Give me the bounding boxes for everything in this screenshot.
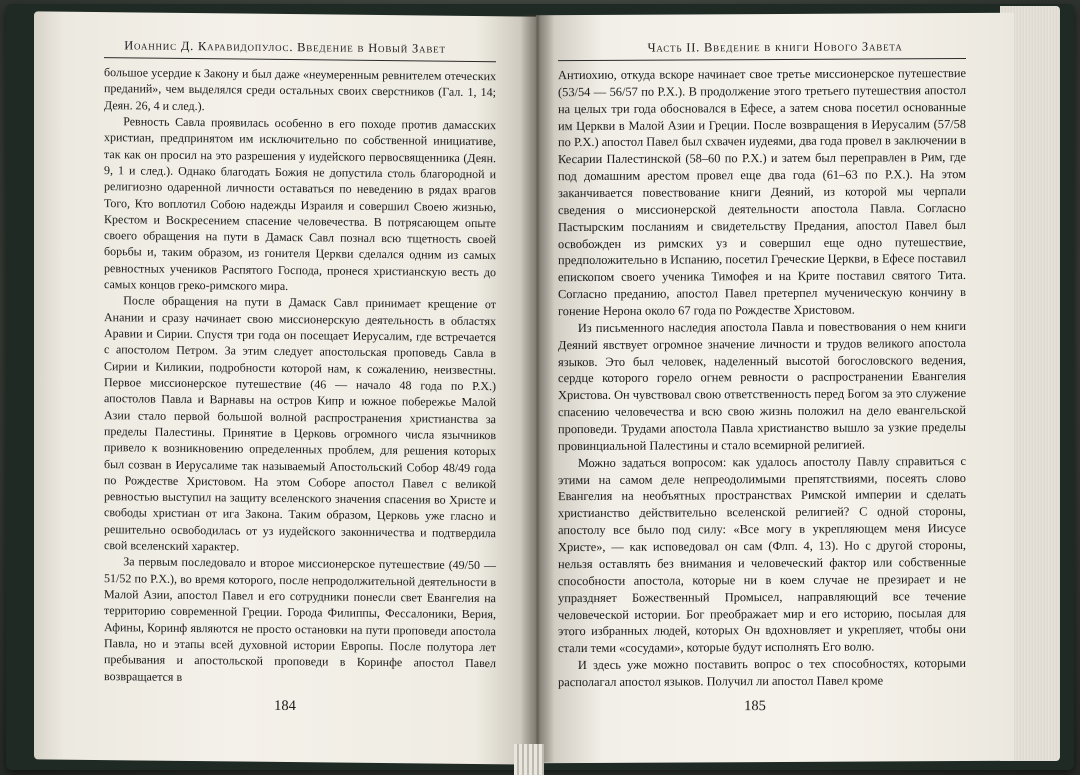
right-page-number: 185: [744, 698, 766, 715]
left-page: [34, 11, 536, 764]
right-running-head: Часть II. Введение в книги Нового Завета: [647, 39, 903, 55]
left-paragraph-4: За первым последовало и второе миссионерское путешествие (49/50 — 51/52 по Р.Х.), во время которого, после непродолжительной деятельности в Малой Азии, апостол Павел и его сотрудники понесли свет Евангелия на территорию современной Греции. Города Филиппы, Фессалоники, Верия, Афины, Коринф являются не просто остановки на пути проповеди апостола Павла, но и этапы всей духовной истории Европы. После полутора лет пребывания и апостольской проповеди в Коринфе апостол Павел возвращается в: [104, 554, 496, 684]
bookmark-ribbon: [514, 744, 544, 775]
right-head-rule: [558, 58, 966, 61]
right-paragraph-1: Антиохию, откуда вскоре начинает свое третье миссионерское путешествие (53/54 — 56/57 по Р.Х.). В продолжение этого третьего путешествия апостол на целых три года обосновался в Ефесе, а затем снова посетил основанные им Церкви в Малой Азии и Греции. После возвращения в Иерусалим (57/58 по Р.Х.) апостол Павел был схвачен иудеями, два года провел в заключении в Кесарии Палестинской (58–60 по Р.Х.) и затем был переправлен в Рим, где под домашним арестом провел еще два года (61–63 по Р.Х.). На этом заканчивается повествование книги Деяний, из которой мы черпали сведения о миссионерской деятельности апостола Павла. Согласно Пастырским посланиям и свидетельству Предания, апостол Павел был освобожден из римских уз и совершил еще одно путешествие, предположительно в Испанию, посетил Греческие Церкви, в Ефесе поставил епископом своего ученика Тимофея и на Крите поставил святого Тита. Согласно преданию, апостол Павел претерпел мученическую кончину в гонение Нерона около 67 года по Рождестве Христовом.: [558, 65, 966, 319]
left-paragraph-1: большое усердие к Закону и был даже «неумеренным ревнителем отеческих преданий», чем выделялся среди остальных своих сверстников (Гал. 1, 14; Деян. 26, 4 и след.).: [104, 65, 496, 113]
left-paragraph-3: После обращения на пути в Дамаск Савл принимает крещение от Анании и сразу начинает свою миссионерскую деятельность в областях Аравии и Сирии. Спустя три года он посещает Иерусалим, где встречается с апостолом Петром. За этим следует апостольская проповедь Савла в Сирии и Киликии, подробности которой нам, к сожалению, неизвестны. Первое миссионерское путешествие (46 — начало 48 года по Р.Х.) апостолов Павла и Варнавы на остров Кипр и южное побережье Малой Азии стало первой большой волной распространения христианства за пределы Палестины. Принятие в Церковь огромного числа язычников привело к возникновению определенных проблем, для решения которых был созван в Иерусалиме так называемый Апостольский Собор 48/49 года по Рождестве Христовом. На этом Соборе апостол Павел с великой ревностью выступил на защиту вселенского значения спасения во Христе и свободы христиан от ига Закона. Таким образом, Церковь уже гласно и решительно освободилась от уз иудейского законничества и подтвердила свой вселенский характер.: [104, 293, 496, 554]
right-paragraph-3: Можно задаться вопросом: как удалось апостолу Павлу справиться с этими на самом деле непреодолимыми препятствиями, посеять слово Евангелия на необъятных пространствах Римской империи и сделать христианство действительно вселенской религией? С одной стороны, апостолу все было под силу: «Все могу в укрепляющем меня Иисусе Христе», — как исповедовал он сам (Флп. 4, 13). Но с другой стороны, нельзя оставлять без внимания и человеческий фактор или собственные способности апостола, которые ни в коем случае не презирает и не упраздняет Божественный Промысел, направляющий все течение человеческой истории. Бог преображает мир и его историю, посылая для этого избранных людей, которых Он вдохновляет и укрепляет, чтобы они стали теми «сосудами», которые будут исполнять Его волю.: [558, 453, 966, 656]
right-page: [536, 13, 1014, 764]
right-paragraph-4: И здесь уже можно поставить вопрос о тех способностях, которыми располагал апостол языков. Получил ли апостол Павел кроме: [558, 656, 966, 690]
left-paragraph-2: Ревность Савла проявилась особенно в его походе против дамасских христиан, предпринятом им исключительно по собственной инициативе, так как он просил на это разрешения у иудейского первосвященника (Деян. 9, 1 и след.). Однако благодать Божия не допустила столь благородной и религиозно одаренной личности оставаться по неведению в рядах врагов Того, Кто воплотил Собою надежды Израиля и совершил Своею жизнью, Крестом и Воскресением спасение человечества. В потрясающем опыте своего обращения на пути в Дамаск Савл познал всю тщетность своей борьбы и, таким образом, из гонителя Церкви сделался одним из самых ревностных учеников Распятого Господа, пронеся христианскую весть до самых концов греко-римского мира.: [104, 114, 496, 294]
left-running-head: Иоаннис Д. Каравидопулос. Введение в Новый Завет: [124, 38, 446, 56]
left-head-rule: [104, 57, 496, 62]
left-body-text: [104, 64, 496, 688]
left-page-number: 184: [274, 697, 296, 715]
right-paragraph-2: Из письменного наследия апостола Павла и повествования о нем книги Деяний явствует огромное значение личности и трудов великого апостола языков. Это был человек, наделенный высотой богословского ведения, сердце которого горело огнем ревности о распространении Евангелия Христова. Он чувствовал свою ответственность перед Богом за это служение спасению человечества и всю свою жизнь положил на дело евангельской проповеди. Трудами апостола Павла христианство вышло за узкие пределы провинциальной Палестины и стало всемирной религией.: [558, 318, 966, 454]
right-body-text: [558, 65, 966, 691]
